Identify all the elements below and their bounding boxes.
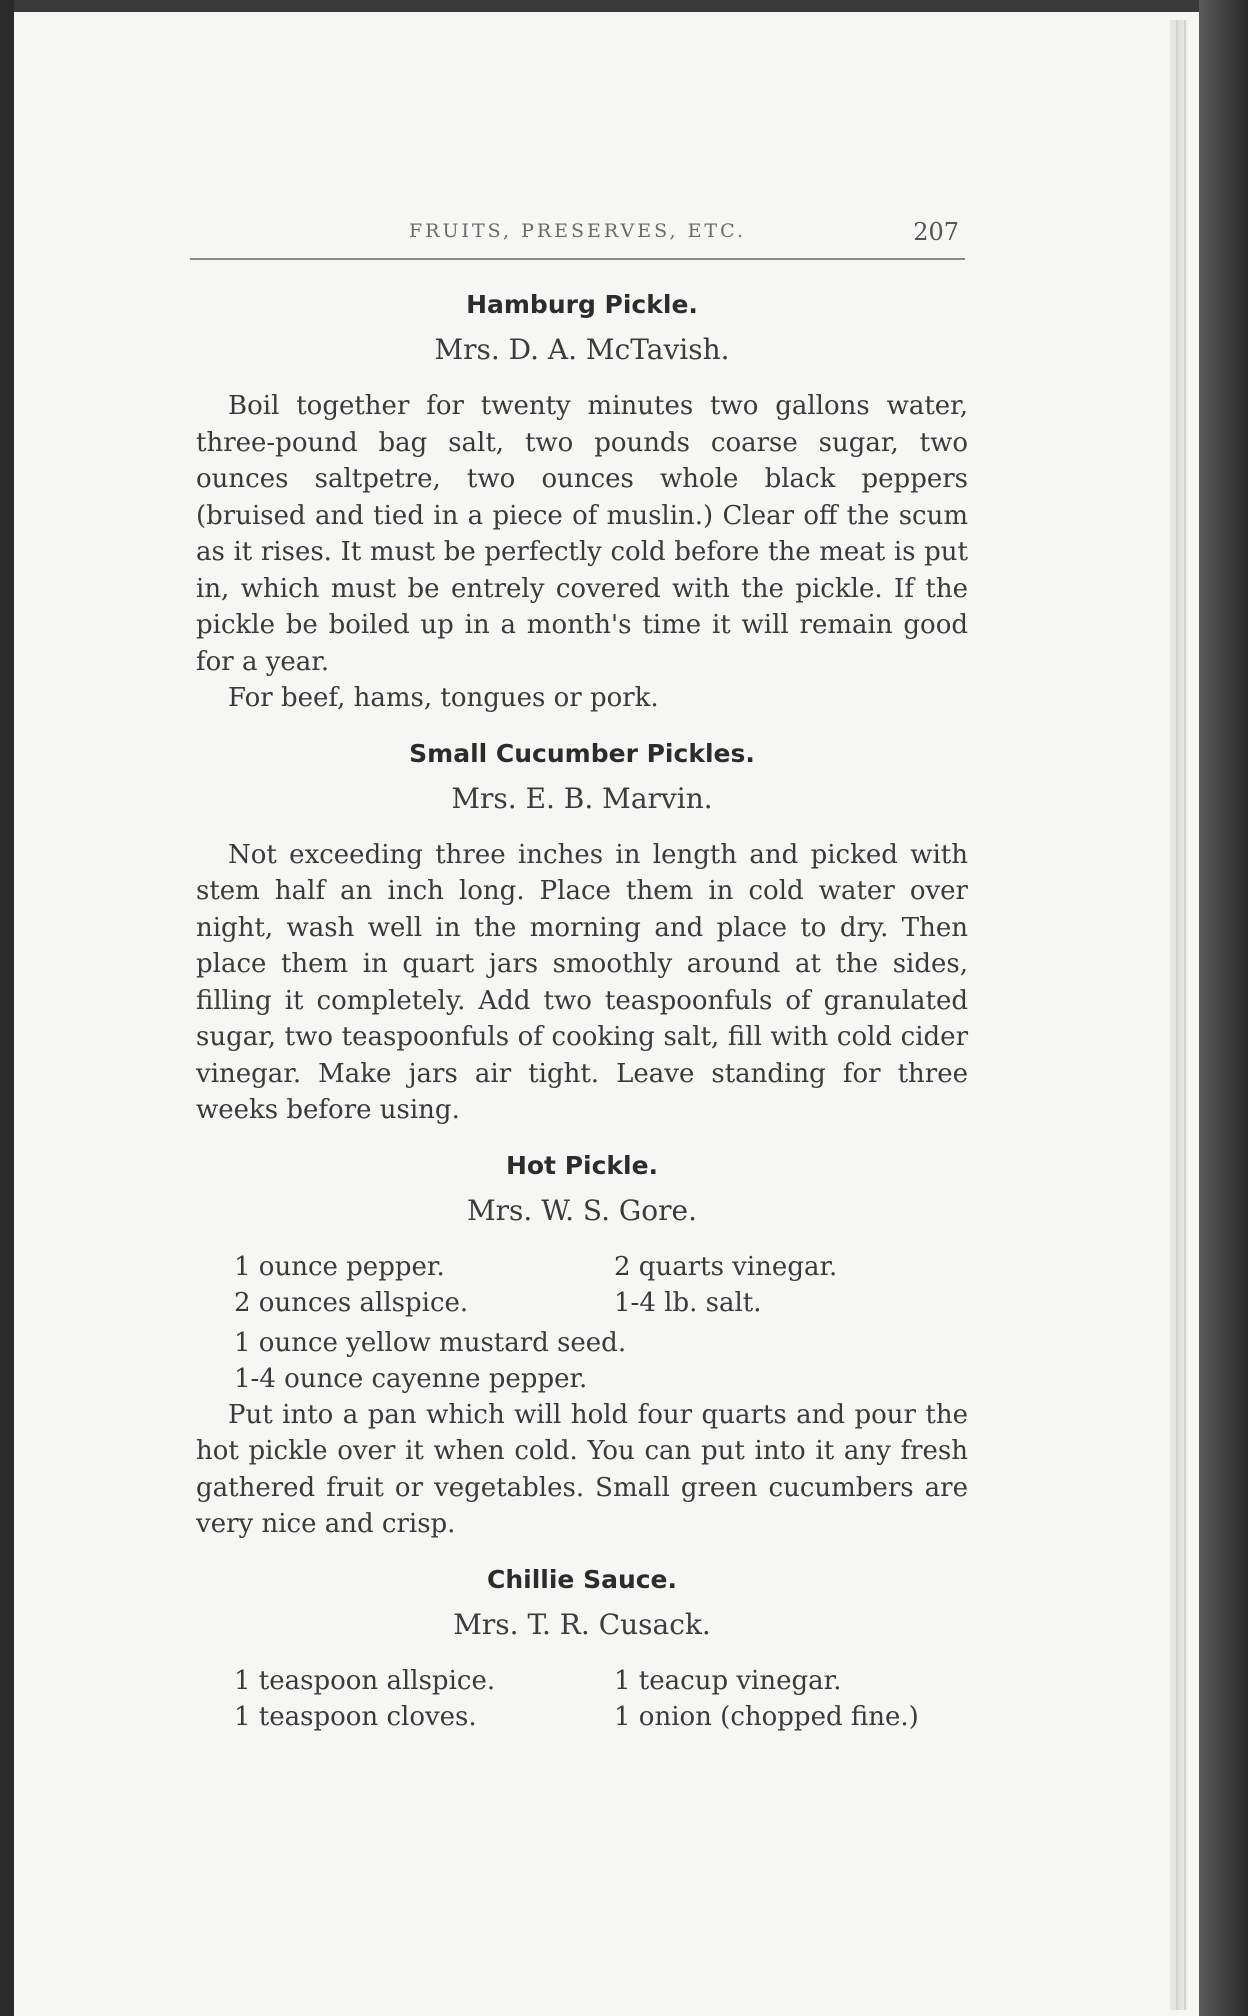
recipe-paragraph: Boil together for twenty minutes two gallons water, three-pound bag salt, two pounds coarse sugar, two ounces saltpetre, two ounces whole black peppers (bruised and tied in a piece of muslin.) Clear off the scum as it rises. It must be perfectly cold before the meat is put in, which must be entrely covered with the pickle. If the pickle be boiled up in a month's time it will remain good for a year. [196,391,968,677]
ingredient-item: 1 onion (chopped fine.) [614,1701,919,1732]
recipe-author: Mrs. W. S. Gore. [467,1193,697,1227]
recipe-author: Mrs. D. A. McTavish. [434,333,730,366]
ingredient-item: 2 ounces allspice. [234,1287,469,1318]
running-header [190,218,965,260]
ingredient-item: 1-4 ounce cayenne pepper. [234,1363,588,1394]
ingredient-item: 2 quarts vinegar. [614,1251,838,1282]
recipe-paragraph: Not exceeding three inches in length and picked with stem half an inch long. Place them in cold water over night, wash well in the morning and place to dry. Then place them in quart jars smoothly around at the sides, filling it completely. Add two teaspoonfuls of granulated sugar, two teaspoonfuls of cooking salt, fill with cold cider vinegar. Make jars air tight. Leave standing for three weeks before using. [196,839,968,1125]
recipe-paragraph: For beef, hams, tongues or pork. [228,683,659,713]
recipe-title: Hot Pickle. [505,1150,659,1180]
recipe-author: Mrs. E. B. Marvin. [451,781,713,815]
recipe-author: Mrs. T. R. Cusack. [453,1607,711,1641]
recipe-title: Hamburg Pickle. [466,290,698,319]
running-title: FRUITS, PRESERVES, ETC. [408,220,747,242]
page-edge-line [1184,20,1186,2010]
ingredient-item: 1 teacup vinegar. [614,1665,842,1696]
ingredient-item: 1 ounce yellow mustard seed. [234,1327,627,1358]
page-number: 207 [913,218,959,246]
ingredient-item: 1 teaspoon allspice. [234,1665,496,1696]
recipe-title: Small Cucumber Pickles. [409,738,755,768]
ingredient-item: 1 ounce pepper. [234,1251,445,1282]
scan-border-left [0,0,14,2016]
ingredient-list [196,1249,968,1321]
page-content [196,290,968,1739]
recipe-title: Chillie Sauce. [486,1564,678,1594]
ingredient-item: 1-4 lb. salt. [614,1287,762,1318]
ingredient-item: 1 teaspoon cloves. [234,1701,477,1732]
recipe-paragraph: Put into a pan which will hold four quarts and pour the hot pickle over it when cold. You can put into it any fresh gathered fruit or vegetables. Small green cucumbers are very nice and crisp. [196,1399,968,1539]
scan-border-right [1199,0,1248,2016]
page-edge-line [1176,20,1178,2010]
ingredient-list [196,1663,968,1735]
